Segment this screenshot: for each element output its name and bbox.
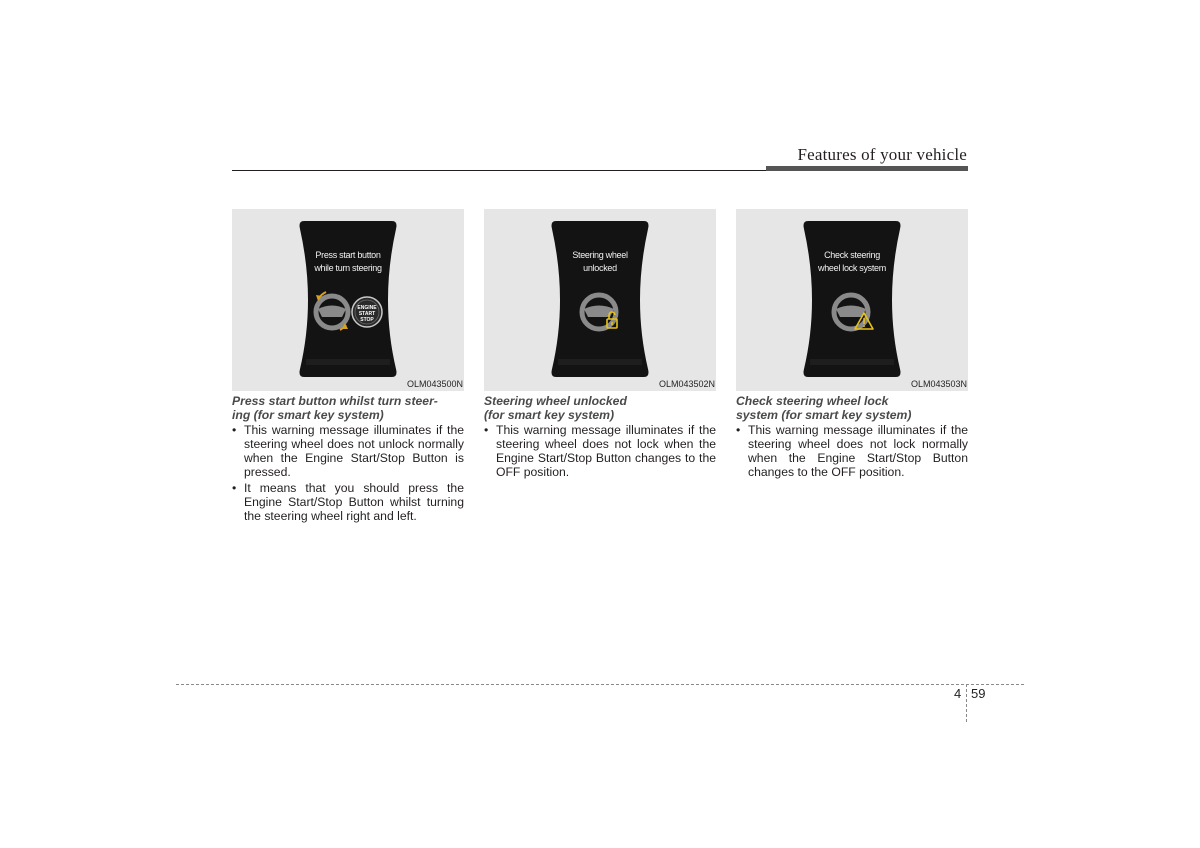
- figure-steering-unlocked: [484, 209, 716, 391]
- cluster-display-illustration: [736, 209, 968, 391]
- chapter-number: 4: [954, 686, 962, 701]
- cluster-display-illustration: [484, 209, 716, 391]
- bullet-item: • This warning message illuminates if the steering wheel does not lock when the Engine Start/Stop Button changes to the OFF position.: [484, 423, 716, 479]
- section-heading: Steering wheel unlocked (for smart key system): [484, 394, 627, 422]
- bullet-item: • It means that you should press the Engine Start/Stop Button whilst turning the steering wheel right and left.: [232, 481, 464, 523]
- figure-code: OLM043503N: [910, 379, 967, 389]
- page-number: 59: [971, 686, 986, 701]
- header-rule-accent: [766, 166, 968, 171]
- cluster-display-illustration: [232, 209, 464, 391]
- column-steering-unlocked: [484, 209, 716, 481]
- section-heading: Press start button whilst turn steer- ing (for smart key system): [232, 394, 438, 422]
- figure-check-wheel-lock: [736, 209, 968, 391]
- bullet-list: [736, 423, 968, 479]
- bullet-list: [484, 423, 716, 479]
- bullet-item: • This warning message illuminates if the steering wheel does not unlock normally when the Engine Start/Stop Button is pressed.: [232, 423, 464, 479]
- figure-start-button-warning: [232, 209, 464, 391]
- display-line-2: while turn steering: [314, 263, 382, 273]
- start-button-label: ENGINE START STOP: [357, 305, 377, 323]
- figure-code: OLM043500N: [406, 379, 463, 389]
- column-check-wheel-lock: [736, 209, 968, 481]
- bullet-item: • This warning message illuminates if the steering wheel does not lock normally when the Engine Start/Stop Button changes to the OFF position.: [736, 423, 968, 479]
- display-line-2: unlocked: [583, 263, 617, 273]
- footer-divider: [966, 684, 967, 722]
- bullet-list: [232, 423, 464, 523]
- column-start-button-warning: [232, 209, 464, 525]
- display-line-1: Press start button: [315, 250, 381, 260]
- display-line-2: wheel lock system: [818, 263, 886, 273]
- display-line-1: Check steering: [824, 250, 880, 260]
- display-line-1: Steering wheel: [572, 250, 628, 260]
- section-title: Features of your vehicle: [797, 145, 967, 164]
- footer-rule: [176, 684, 1024, 685]
- figure-code: OLM043502N: [658, 379, 715, 389]
- section-heading: Check steering wheel lock system (for smart key system): [736, 394, 912, 422]
